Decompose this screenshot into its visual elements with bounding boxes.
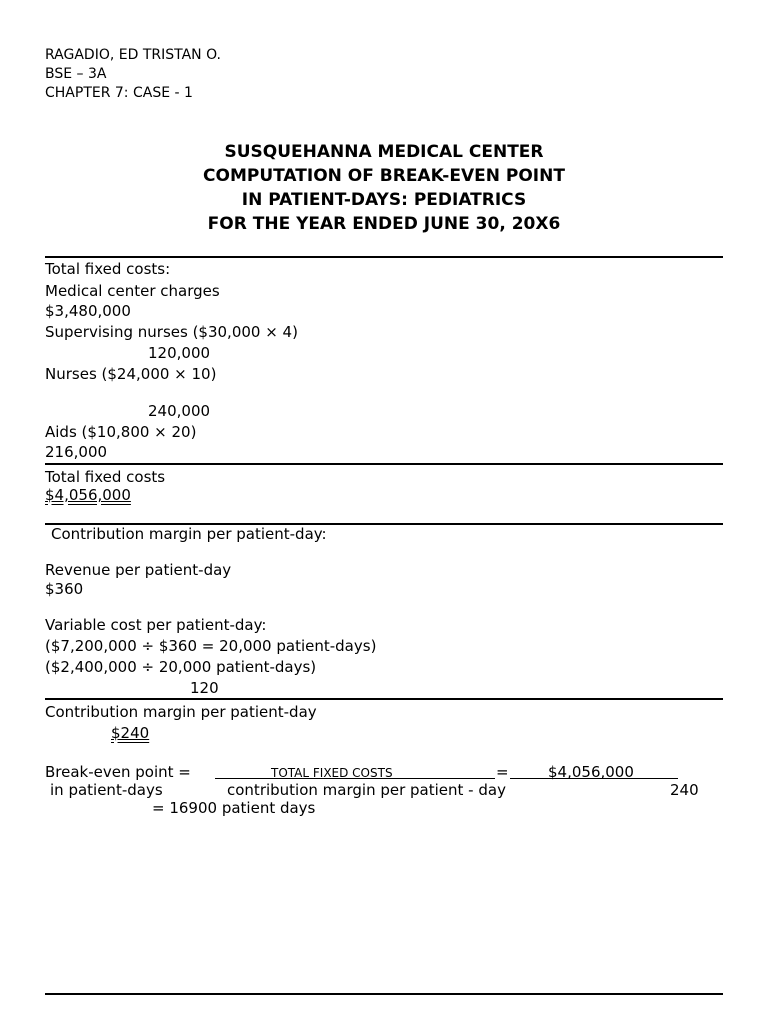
- revenue-value: $360: [45, 580, 84, 598]
- medical-center-charges-label: Medical center charges: [45, 282, 220, 300]
- subtotal-divider: [45, 698, 723, 700]
- variable-cost-value: 120: [190, 679, 219, 697]
- total-fixed-costs-label: Total fixed costs: [45, 468, 166, 486]
- student-section: BSE – 3A: [45, 66, 107, 82]
- contribution-margin-heading: Contribution margin per patient-day:: [51, 525, 327, 543]
- report-period: FOR THE YEAR ENDED JUNE 30, 20X6: [207, 214, 561, 234]
- contribution-margin-label: Contribution margin per patient-day: [45, 703, 317, 721]
- report-subtitle: IN PATIENT-DAYS: PEDIATRICS: [241, 190, 527, 210]
- nurses-label: Nurses ($24,000 × 10): [45, 365, 217, 383]
- supervising-nurses-value: 120,000: [148, 344, 211, 362]
- aids-value: 216,000: [45, 443, 108, 461]
- break-even-unit-label: in patient-days: [50, 781, 163, 799]
- report-title: COMPUTATION OF BREAK-EVEN POINT: [203, 166, 565, 186]
- variable-cost-calc-1: ($7,200,000 ÷ $360 = 20,000 patient-days): [45, 637, 377, 655]
- chapter-case: CHAPTER 7: CASE - 1: [45, 85, 193, 101]
- nurses-value: 240,000: [148, 402, 211, 420]
- company-title: SUSQUEHANNA MEDICAL CENTER: [224, 142, 544, 162]
- student-name: RAGADIO, ED TRISTAN O.: [45, 47, 221, 63]
- aids-label: Aids ($10,800 × 20): [45, 423, 197, 441]
- page-bottom-rule: [45, 993, 723, 995]
- break-even-label: Break-even point =: [45, 763, 191, 781]
- medical-center-charges-value: $3,480,000: [45, 302, 131, 320]
- fraction-denominator-value: 240: [670, 781, 699, 799]
- fraction-numerator: TOTAL FIXED COSTS: [271, 766, 393, 780]
- contribution-margin-value: $240: [111, 724, 150, 742]
- fixed-costs-heading: Total fixed costs:: [45, 260, 171, 278]
- break-even-result: = 16900 patient days: [152, 799, 316, 817]
- variable-cost-label: Variable cost per patient-day:: [45, 616, 267, 634]
- fraction-denominator: contribution margin per patient - day: [227, 781, 506, 799]
- variable-cost-calc-2: ($2,400,000 ÷ 20,000 patient-days): [45, 658, 317, 676]
- total-fixed-costs-value: $4,056,000: [45, 486, 131, 504]
- fraction-numerator-value: $4,056,000: [548, 763, 634, 781]
- subtotal-divider: [45, 463, 723, 465]
- revenue-label: Revenue per patient-day: [45, 561, 232, 579]
- supervising-nurses-label: Supervising nurses ($30,000 × 4): [45, 323, 298, 341]
- section-divider: [45, 256, 723, 258]
- equals-sign: =: [496, 763, 509, 781]
